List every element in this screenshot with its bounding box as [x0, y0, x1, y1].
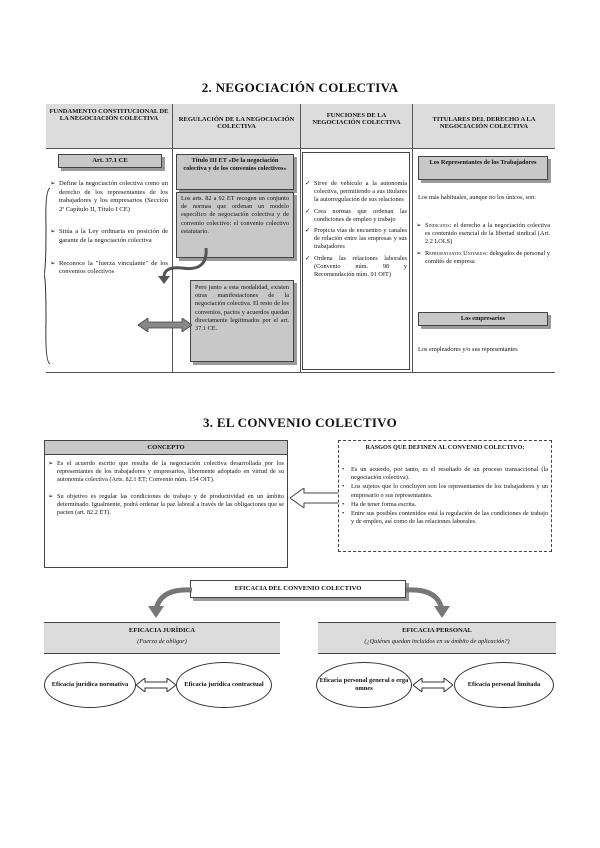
eficacia-juridica-subtitle: (Fuerza de obligar): [137, 638, 187, 645]
oval-arrow-right-icon: [413, 678, 453, 692]
titulares-intro: Los más habituales, aunque no los únicos, son:: [418, 194, 537, 201]
list-item: ➢ Sitúa a la Ley ordinaria en posición de garante de la negociación colectiva: [50, 228, 168, 244]
list-item: ➢ Define la negociación colectiva como un derecho de los representantes de los trabajadores y los empresarios (Sección 2ª Capítulo II, Título I CE): [50, 180, 168, 213]
regulacion-text-1: Los arts. 82 a 92 ET recogen un conjunto de normas que ordenan un modelo específico de negociación colectiva y de convenio colectivo: el convenio colectivo estatutario.: [176, 192, 294, 258]
double-arrow-icon: [138, 318, 192, 332]
representantes-label: Los Representantes de los Trabajadores: [418, 156, 548, 180]
titulares-list: [416, 222, 550, 269]
list-item: ✓ Crea normas que ordenan las condiciones de empleo y trabajo: [305, 207, 407, 223]
eficacia-juridica-title: EFICACIA JURÍDICA: [128, 627, 196, 634]
eficacia-personal-subtitle: (¿Quiénes quedan incluidos en su ámbito de aplicación?): [364, 638, 510, 645]
eficacia-personal-title: EFICACIA PERSONAL: [402, 627, 472, 634]
brace-icon: [44, 186, 52, 366]
curved-arrow-left-icon: [140, 584, 200, 620]
empresarios-label: Los empresarios: [418, 312, 548, 326]
list-item: • Los sujetos que lo concluyen son los representantes de los trabajadores y un empresario o sus representantes.: [342, 483, 548, 499]
list-item: ✓ Propicia vías de encuentro y canales de relación entre las empresas y sus trabajadores: [305, 227, 407, 251]
section-2-title: 2. NEGOCIACIÓN COLECTIVA: [201, 80, 399, 95]
fundamento-list: [50, 180, 168, 280]
oval-limitada: Eficacia personal limitada: [454, 662, 554, 708]
concepto-list: [48, 460, 284, 520]
rasgos-header: RASGOS QUE DEFINEN AL CONVENIO COLECTIVO:: [365, 444, 525, 451]
empresarios-text: Los empleadores y/o sus representantes: [418, 346, 518, 353]
header-fundamento: FUNDAMENTO CONSTITUCIONAL DE LA NEGOCIACIÓN COLECTIVA: [49, 108, 169, 123]
oval-arrow-left-icon: [136, 678, 176, 692]
list-item: • Ha de tener forma escrita.: [342, 500, 417, 508]
header-titulares: TITULARES DEL DERECHO A LA NEGOCIACIÓN COLECTIVA: [432, 116, 536, 131]
list-item: ➢ Sindicatos: el derecho a la negociación colectiva es contenido esencial de la libertad sindical (Art. 2.2 LOLS): [416, 222, 550, 246]
header-regulacion: REGULACIÓN DE LA NEGOCIACIÓN COLECTIVA: [178, 116, 295, 131]
curved-arrow-right-icon: [398, 584, 458, 620]
oval-contractual: Eficacia jurídica contractual: [176, 662, 272, 708]
list-item: • Entre sus posibles contenidos está la regulación de las condiciones de trabajo y de empleo, así como de las relaciones laborales.: [342, 510, 548, 526]
list-item: ➢ Reconoce la "fuerza vinculante" de los convenios colectivos: [50, 259, 168, 276]
curved-arrow-icon: [152, 244, 212, 284]
funciones-list: [305, 180, 407, 282]
list-item: ➢ Su objetivo es regular las condiciones de trabajo y de productividad en un ámbito determinado. Igualmente, podrá ordenar la paz laboral a través de las obligaciones que se pacten (art. 82.2 ET).: [48, 492, 284, 517]
header-funciones: FUNCIONES DE LA NEGOCIACIÓN COLECTIVA: [312, 112, 401, 127]
titulo-iii-label: Título III ET «De la negociación colectiva y de los convenios colectivos»: [176, 154, 294, 190]
concepto-header: CONCEPTO: [45, 441, 287, 455]
list-item: • Es un acuerdo, por tanto, es el resultado de un proceso transaccional (la negociación colectiva).: [342, 466, 548, 482]
rasgos-list: [342, 466, 548, 529]
list-item: ✓ Ordena las relaciones laborales (Convenio núm. 98 y Recomendación núm. 91 OIT): [305, 254, 407, 279]
list-item: ➢ Representantes Unitarios: delegados de personal y comités de empresa: [416, 249, 551, 265]
left-arrow-icon: [290, 488, 340, 508]
list-item: ➢ Es el acuerdo escrito que resulta de la negociación colectiva desarrollada por los representantes de los trabajadores y empresarios, libremente adoptado en virtud de su autonomía colectiva (Arts. 82.1 ET; Convenio núm. 154 OIT).: [48, 460, 284, 484]
art-37-label: Art. 37.1 CE: [58, 154, 162, 168]
section-3-title: 3. EL CONVENIO COLECTIVO: [202, 415, 398, 430]
regulacion-text-2: Pero junto a esta modalidad, existen otras manifestaciones de la negociación colectiva. El resto de los convenios, pactos y acuerdos quedan directamente legitimados por el art. 37.1 CE.: [190, 280, 294, 362]
oval-normativa: Eficacia jurídica normativa: [44, 662, 136, 708]
list-item: ✓ Sirve de vehículo a la autonomía colectiva, permitiendo a sus titulares la autorregulación de sus relaciones: [305, 180, 407, 204]
eficacia-title: EFICACIA DEL CONVENIO COLECTIVO: [190, 580, 406, 598]
oval-erga-omnes: Eficacia personal general o erga omnes: [316, 662, 412, 708]
